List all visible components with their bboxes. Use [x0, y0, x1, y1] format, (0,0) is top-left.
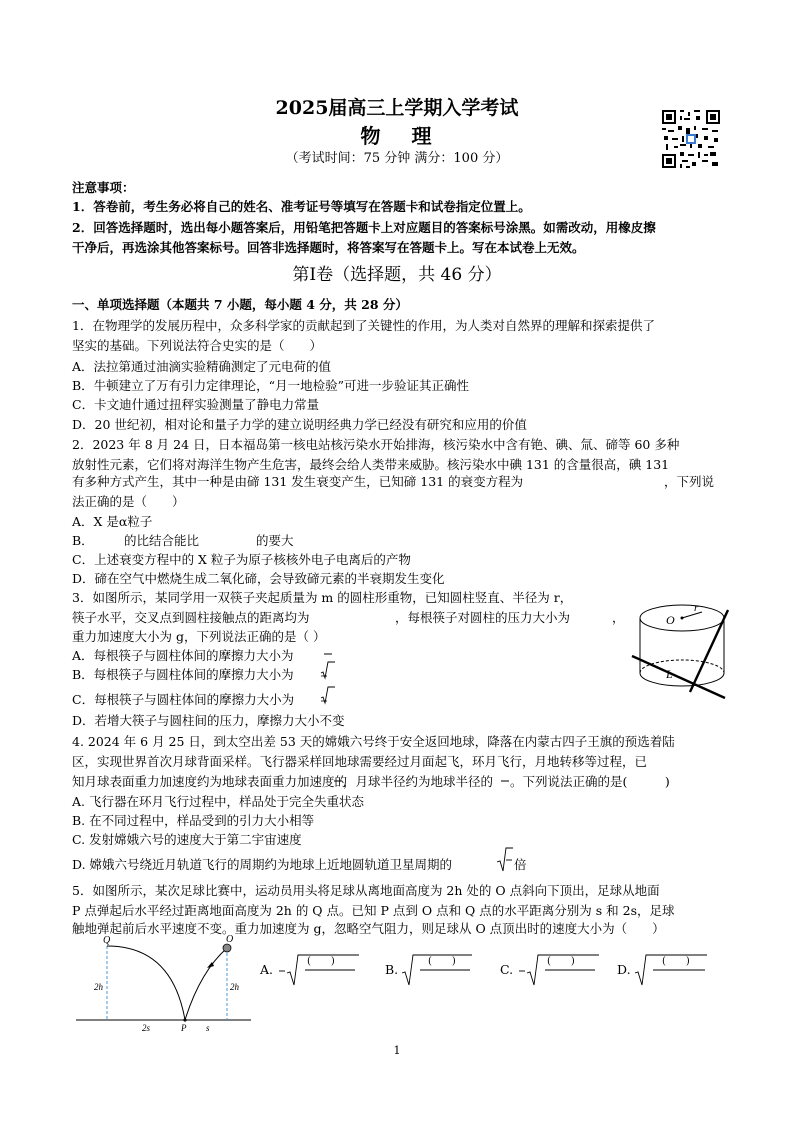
sqrt-fraction-icon — [320, 660, 336, 680]
q5-line-2: P 点弹起后水平经过距离地面高度为 2h 的 Q 点。已知 P 点到 O 点和 Q 点的水平距离分别为 s 和 2s，足球 — [72, 903, 675, 918]
fig-label-2h-right: 2h — [230, 982, 239, 992]
q3-line-2a: 筷子水平，交叉点到圆柱接触点的距离均为 — [72, 610, 310, 625]
cylinder-chopsticks-figure — [630, 590, 730, 702]
q2-option-c: C．上述衰变方程中的 X 粒子为原子核核外电子电离后的产物 — [72, 552, 411, 567]
fig-label-2h-left: 2h — [94, 982, 103, 992]
exam-info: （考试时间：75 分钟 满分：100 分） — [285, 151, 509, 166]
fig-label-2s: 2s — [142, 1023, 151, 1033]
section-title: 第Ⅰ卷（选择题，共 46 分） — [292, 265, 502, 285]
q3-line-2c: ， — [612, 610, 625, 625]
q5-option-d-paren: ( ) — [662, 956, 690, 967]
notice-item-2-line-2: 干净后，再选涂其他答案标号。回答非选择题时，将答案写在答题卡上。写在本试卷上无效。 — [72, 240, 585, 255]
q3-option-a: A．每根筷子与圆柱体间的摩擦力大小为 — [72, 648, 294, 663]
q3-line-1: 3．如图所示，某同学用一双筷子夹起质量为 m 的圆柱形重物，已知圆柱竖直、半径为 r， — [72, 590, 573, 605]
q1-option-b: B．牛顿建立了万有引力定律理论，“月一地检验”可进一步验证其正确性 — [72, 378, 469, 393]
q4-line-3a: 知月球表面重力加速度约为地球表面重力加速度的 — [72, 774, 348, 789]
fig-label-l: L — [666, 667, 673, 681]
fig-label-p: P — [181, 1023, 187, 1033]
q2-line-4: 法正确的是（ ） — [72, 494, 185, 509]
q4-option-c: C. 发射嫦娥六号的速度大于第二宇宙速度 — [72, 832, 302, 847]
q5-option-c-paren: ( ) — [547, 956, 575, 967]
q5-option-d: D. — [617, 962, 631, 977]
q3-option-d: D．若增大筷子与圆柱间的压力，摩擦力大小不变 — [72, 713, 345, 728]
q5-option-a: A. — [260, 962, 274, 977]
q2-option-a: A．X 是α粒子 — [72, 514, 153, 529]
q1-line-1: 1．在物理学的发展历程中，众多科学家的贡献起到了关键性的作用，为人类对自然界的理解和探索提供了 — [72, 318, 655, 333]
fraction-icon — [333, 772, 343, 788]
q1-option-d: D．20 世纪初，相对论和量子力学的建立说明经典力学已经没有研究和应用的价值 — [72, 417, 527, 432]
q4-line-3b: ，月球半径约为地球半径的 — [343, 774, 494, 789]
q5-line-3: 触地弹起前后水平速度不变。重力加速度为 g，忽略空气阻力，则足球从 O 点顶出时的速度大小为（ ） — [72, 921, 665, 936]
q5-option-a-paren: ( ) — [307, 956, 335, 967]
q3-option-c: C．每根筷子与圆柱体间的摩擦力大小为 — [72, 692, 295, 707]
fig-label-q: Q — [103, 935, 111, 946]
q4-option-d-text: D. 嫦娥六号绕近月轨道飞行的周期约为地球上近地圆轨道卫星周期的 — [72, 857, 453, 872]
qr-code-icon — [662, 110, 720, 168]
exam-title: 2025届高三上学期入学考试 — [275, 97, 519, 119]
part-1-heading: 一、单项选择题（本题共 7 小题，每小题 4 分，共 28 分） — [72, 297, 408, 312]
q2-line-1: 2．2023 年 8 月 24 日，日本福岛第一核电站核污染水开始排海，核污染水中含有铯、碘、氚、碲等 60 多种 — [72, 437, 680, 452]
sqrt-fraction-icon — [496, 846, 514, 872]
fig-label-o: O — [666, 613, 675, 627]
q2-line-3a: 有多种方式产生，其中一种是由碲 131 发生衰变产生，已知碲 131 的衰变方程为 — [72, 474, 524, 489]
q1-line-2: 坚实的基础。下列说法符合史实的是（ ） — [72, 338, 323, 353]
q3-option-b: B．每根筷子与圆柱体间的摩擦力大小为 — [72, 667, 294, 682]
q4-option-a: A. 飞行器在环月飞行过程中，样品处于完全失重状态 — [72, 794, 364, 809]
q3-line-3: 重力加速度大小为 g，下列说法正确的是（ ） — [72, 629, 326, 644]
page-number: 1 — [393, 1044, 401, 1057]
fig-label-s: s — [206, 1023, 210, 1033]
q5-option-c: C. — [500, 962, 514, 977]
q2-option-b-label: B． — [72, 533, 94, 548]
q5-option-b: B. — [385, 962, 399, 977]
q1-option-c: C．卡文迪什通过扭秤实验测量了静电力常量 — [72, 397, 320, 412]
q3-line-2b: ，每根筷子对圆柱的压力大小为 — [395, 610, 571, 625]
q2-option-d: D．碲在空气中燃烧生成二氧化碲，会导致碲元素的半衰期发生变化 — [72, 571, 445, 586]
notice-heading: 注意事项： — [72, 180, 135, 195]
q5-line-1: 5．如图所示，某次足球比赛中，运动员用头将足球从离地面高度为 2h 处的 O 点斜向下顶出，足球从地面 — [72, 883, 660, 898]
fig-label-r: r — [694, 602, 699, 614]
q2-line-3b: ，下列说 — [664, 474, 715, 489]
q2-line-2: 放射性元素，它们将对海洋生物产生危害，最终会给人类带来威胁。核污染水中碘 131 的含量很高，碘 131 — [72, 457, 670, 472]
football-trajectory-figure — [76, 932, 256, 1036]
q4-option-b: B. 在不同过程中，样品受到的引力大小相等 — [72, 813, 315, 828]
sqrt-fraction-icon — [320, 685, 336, 705]
q1-option-a: A．法拉第通过油滴实验精确测定了元电荷的值 — [72, 359, 332, 374]
q2-option-b-text-2: 的要大 — [256, 533, 294, 548]
q4-option-d-suffix: 倍 — [514, 857, 527, 872]
notice-item-1: 1．答卷前，考生务必将自己的姓名、准考证号等填写在答题卡和试卷指定位置上。 — [72, 199, 531, 214]
q5-option-b-paren: ( ) — [428, 956, 456, 967]
notice-item-2-line-1: 2．回答选择题时，选出每小题答案后，用铅笔把答题卡上对应题目的答案标号涂黑。如需改动，用橡皮擦 — [72, 220, 656, 235]
subject-title: 物 理 — [360, 124, 444, 148]
fig-label-o: O — [226, 934, 234, 945]
q2-option-b-text-1: 的比结合能比 — [124, 533, 200, 548]
q4-line-2: 区，实现世界首次月球背面采样。飞行器采样回地球需要经过月面起飞，环月飞行，月地转移等过程，已 — [72, 754, 648, 769]
q4-line-1: 4. 2024 年 6 月 25 日，到太空出差 53 天的嫦娥六号终于安全返回地球，降落在内蒙古四子王旗的预选着陆 — [72, 734, 675, 749]
q4-line-3c: 。下列说法正确的是( ) — [510, 774, 670, 789]
fraction-icon — [500, 772, 510, 788]
